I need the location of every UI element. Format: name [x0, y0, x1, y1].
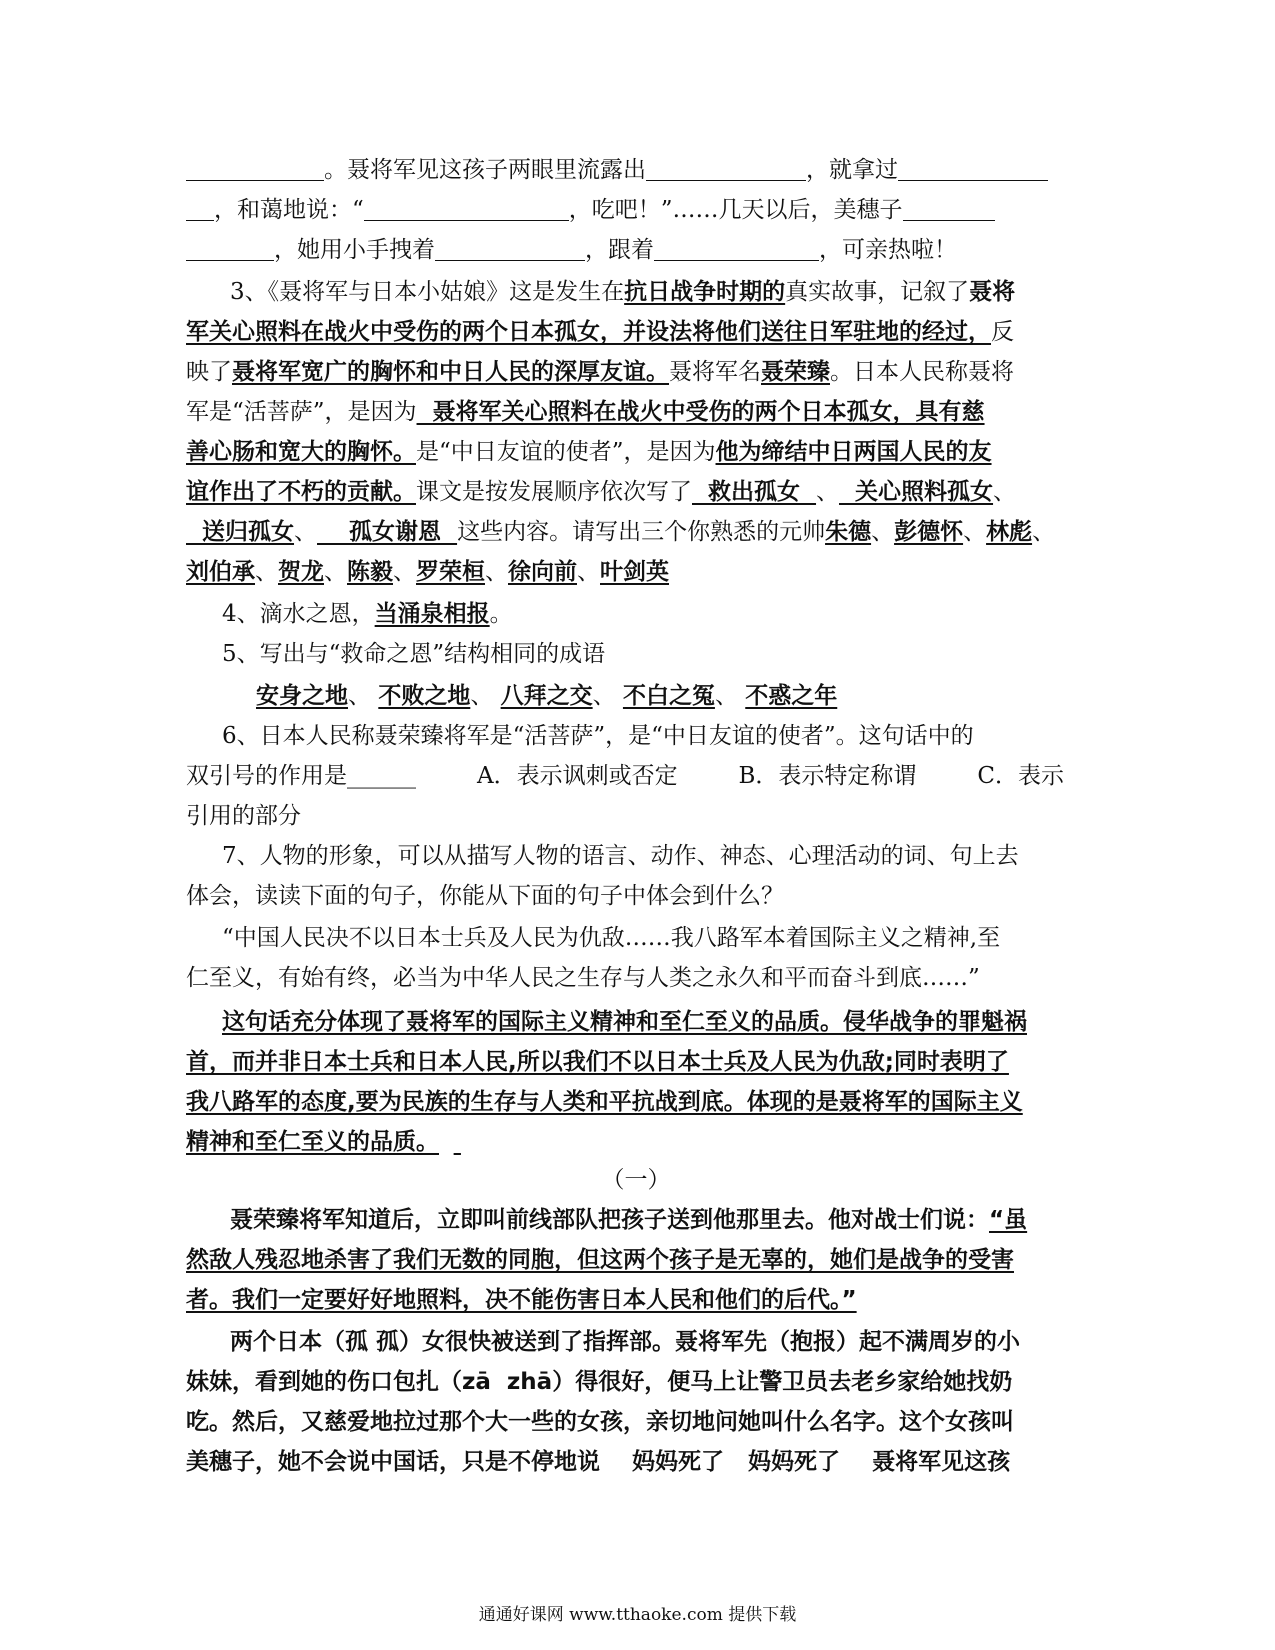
answer-text: 关心照料孤女	[839, 479, 994, 505]
marshal-name: 刘伯承	[186, 559, 255, 585]
option-b: B．表示特定称谓	[738, 763, 917, 789]
idiom-answer: 不白之冤	[622, 683, 715, 709]
marshal-name: 贺龙	[278, 559, 324, 585]
answer-text: 救出孤女	[692, 479, 817, 505]
answer-text: 孤女谢恩	[317, 519, 458, 545]
answer-text: 谊作出了不朽的贡献。	[186, 479, 416, 505]
option-c: C．表示	[977, 763, 1064, 789]
answer-text: 精神和至仁至义的品质。	[186, 1129, 439, 1155]
q7-quote-1: “中国人民决不以日本士兵及人民为仇敌……我八路军本着国际主义之精神,至	[222, 925, 1001, 951]
idiom-answer: 八拜之交	[500, 683, 593, 709]
answer-text: 聂将军宽广的胸怀和中日人民的深厚友谊。	[232, 359, 669, 385]
answer-text: 首，而并非日本士兵和日本人民,所以我们不以日本士兵及人民为仇敌;同时表明了	[186, 1049, 1009, 1075]
q3-line-1: 3、《聂将军与日本小姑娘》这是发生在抗日战争时期的真实故事，记叙了聂将	[230, 279, 1016, 305]
q3-line-5: 善心肠和宽大的胸怀。是“中日友谊的使者”，是因为他为缔结中日两国人民的友	[186, 439, 992, 465]
answer-text: 我八路军的态度,要为民族的生存与人类和平抗战到底。体现的是聂将军的国际主义	[186, 1089, 1023, 1115]
answer-text: 军关心照料在战火中受伤的两个日本孤女，并设法将他们送往日军驻地的经过，	[186, 319, 991, 345]
answer-text: 善心肠和宽大的胸怀。	[186, 439, 416, 465]
idiom-answer: 不败之地	[378, 683, 471, 709]
marshal-name: 叶剑英	[600, 559, 669, 585]
answer-text: 送归孤女	[186, 519, 295, 545]
marshal-name: 朱德	[825, 519, 872, 545]
passage-line-2: 然敌人残忍地杀害了我们无数的同胞，但这两个孩子是无辜的，她们是战争的受害	[186, 1247, 1014, 1273]
fill-line-3: ，她用小手拽着 ，跟着 ，可亲热啦！	[186, 230, 1086, 270]
marshal-name: 陈毅	[347, 559, 393, 585]
q7-answer-4	[186, 1122, 1086, 1162]
q5-idioms: 安身之地、 不败之地、 八拜之交、 不白之冤、 不惑之年	[256, 683, 838, 709]
answer-blank[interactable]	[186, 194, 214, 221]
passage-line-4: 两个日本（孤 孤）女很快被送到了指挥部。聂将军先（抱报）起不满周岁的小	[230, 1329, 1021, 1355]
q3-line-4: 军是“活菩萨”，是因为 聂将军关心照料在战火中受伤的两个日本孤女，具有慈	[186, 399, 985, 425]
passage-line-7: 美穗子，她不会说中国话，只是不停地说 妈妈死了 妈妈死了 聂将军见这孩	[186, 1449, 1011, 1475]
marshal-name: 彭德怀	[894, 519, 964, 545]
marshal-name: 林彪	[986, 519, 1033, 545]
q4-line: 4、滴水之恩，当涌泉相报。	[222, 601, 513, 627]
answer-blank[interactable]	[903, 194, 995, 221]
answer-text: 抗日战争时期的	[624, 279, 786, 305]
fill-line-1: 。聂将军见这孩子两眼里流露出 ，就拿过	[186, 150, 1086, 190]
passage-line-6: 吃。然后，又慈爱地拉过那个大一些的女孩，亲切地问她叫什么名字。这个女孩叫	[186, 1409, 1014, 1435]
idiom-answer: 不惑之年	[745, 683, 838, 709]
q3-line-3: 映了聂将军宽广的胸怀和中日人民的深厚友谊。聂将军名聂荣臻。日本人民称聂将	[186, 359, 1014, 385]
answer-text: 聂将军关心照料在战火中受伤的两个日本孤女，具有慈	[416, 399, 985, 425]
answer-text: 聂将	[969, 279, 1016, 305]
q7-line-1: 7、人物的形象，可以从描写人物的语言、动作、神态、心理活动的词、句上去	[222, 843, 1019, 869]
page-footer: 通通好课网 www.tthaoke.com 提供下载	[478, 1605, 797, 1625]
marshal-name: 罗荣桓	[416, 559, 485, 585]
marshal-name: 徐向前	[508, 559, 577, 585]
passage-line-3: 者。我们一定要好好地照料，决不能伤害日本人民和他们的后代。”	[186, 1287, 857, 1313]
q3-line-7: 送归孤女、 孤女谢恩 这些内容。请写出三个你熟悉的元帅朱德、彭德怀、林彪、	[186, 519, 1056, 545]
q3-line-2: 军关心照料在战火中受伤的两个日本孤女，并设法将他们送往日军驻地的经过，反	[186, 319, 1014, 345]
passage-line-1: 聂荣臻将军知道后，立即叫前线部队把孩子送到他那里去。他对战士们说：“虽	[230, 1207, 1028, 1233]
fill-line-2: ，和蔼地说：“ ，吃吧！”……几天以后，美穗子	[186, 190, 1086, 230]
q6-line-1: 6、日本人民称聂荣臻将军是“活菩萨”，是“中日友谊的使者”。这句话中的	[222, 723, 974, 749]
passage-line-5: 妹妹，看到她的伤口包扎（zā zhā）得很好，便马上让警卫员去老乡家给她找奶	[186, 1369, 1013, 1395]
q3-line-6: 谊作出了不朽的贡献。课文是按发展顺序依次写了 救出孤女 、 关心照料孤女、	[186, 479, 1017, 505]
q7-line-2: 体会，读读下面的句子，你能从下面的句子中体会到什么？	[186, 883, 784, 909]
q3-line-8: 刘伯承、贺龙、陈毅、罗荣桓、徐向前、叶剑英	[186, 559, 669, 585]
answer-text: 他为缔结中日两国人民的友	[715, 439, 992, 465]
answer-blank[interactable]	[898, 154, 1048, 181]
q7-answer-1	[222, 1002, 1122, 1042]
answer-blank[interactable]	[646, 154, 806, 181]
option-a: A．表示讽刺或否定	[476, 763, 678, 789]
answer-blank[interactable]	[435, 234, 585, 261]
answer-blank[interactable]	[186, 234, 274, 261]
q7-answer-2	[186, 1042, 1086, 1082]
q6-line-2: 双引号的作用是______ A．表示讽刺或否定 B．表示特定称谓 C．表示	[186, 756, 1064, 796]
answer-blank[interactable]	[654, 234, 819, 261]
idiom-answer: 安身之地	[256, 683, 348, 709]
q5-line: 5、写出与“救命之恩”结构相同的成语	[222, 641, 606, 667]
q6-line-3: 引用的部分	[186, 803, 301, 829]
answer-blank[interactable]	[186, 154, 324, 181]
answer-text: 这句话充分体现了聂将军的国际主义精神和至仁至义的品质。侵华战争的罪魁祸	[222, 1009, 1027, 1035]
answer-text: 聂荣臻	[761, 359, 830, 385]
answer-blank[interactable]	[364, 194, 569, 221]
answer-text: 当涌泉相报	[374, 601, 490, 627]
q7-answer-3	[186, 1082, 1086, 1122]
section-heading: （一）	[601, 1167, 671, 1193]
q7-quote-2: 仁至义，有始有终，必当为中华人民之生存与人类之永久和平而奋斗到底……”	[186, 965, 980, 991]
